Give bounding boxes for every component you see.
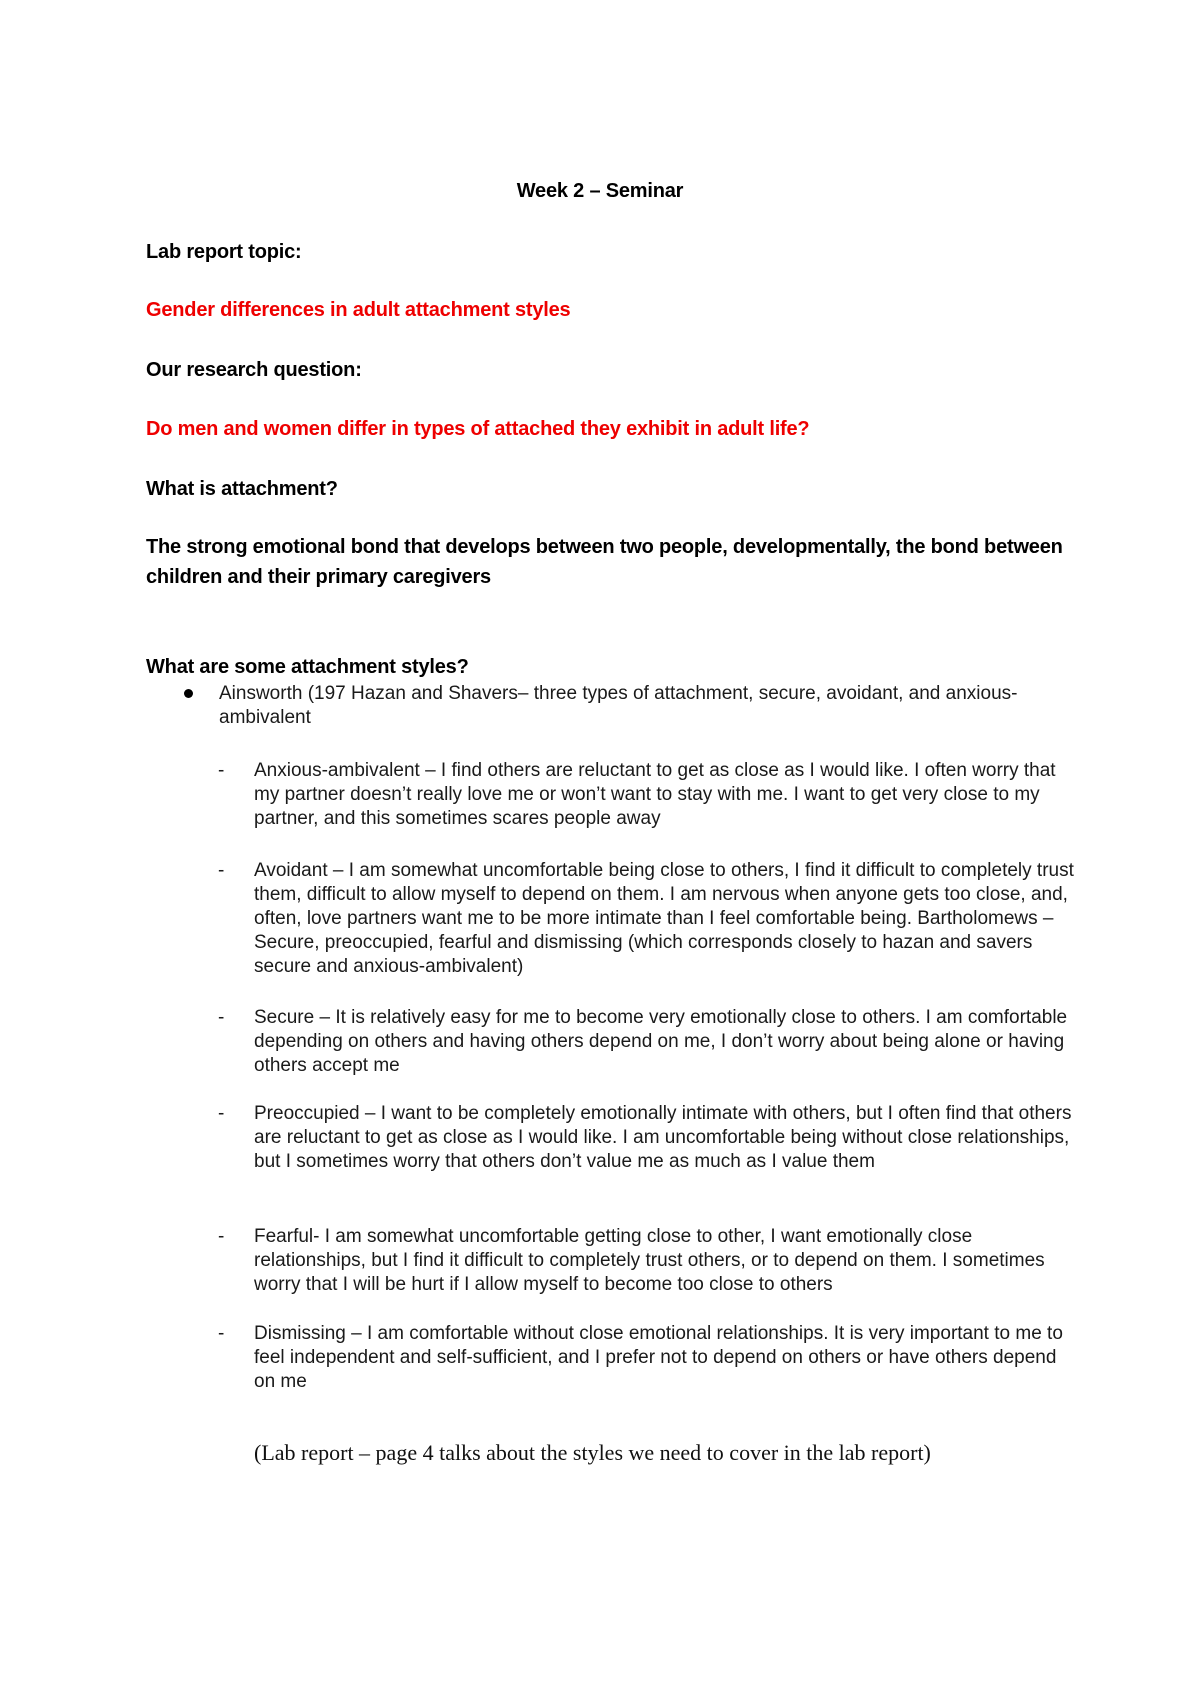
style-avoidant: Avoidant – I am somewhat uncomfortable being close to others, I find it difficult to completely trust them, difficult to allow myself to depend on them. I am nervous when anyone gets too close, and, often, love partners want me to be more intimate than I feel comfortable being. Bartholomews – Secure, preoccupied, fearful and dismissing (which corresponds closely to hazan and savers secure and anxious-ambivalent) [254,860,1074,977]
attachment-heading: What is attachment? [146,478,338,500]
dash-marker: - [218,1103,225,1124]
dash-marker: - [218,1007,225,1028]
bullet-dot-icon [184,689,193,698]
style-fearful: Fearful- I am somewhat uncomfortable getting close to other, I want emotionally close relationships, but I find it difficult to completely trust others, or to depend on them. I sometimes worry that I will be hurt if I allow myself to become too close to others [254,1226,1045,1295]
lab-topic-heading: Lab report topic: [146,241,302,263]
style-anxious-ambivalent: Anxious-ambivalent – I find others are reluctant to get as close as I would like. I often worry that my partner doesn’t really love me or won’t want to stay with me. I want to get very close to my partner, and this sometimes scares people away [254,760,1056,829]
ainsworth-bullet: Ainsworth (197 Hazan and Shavers– three types of attachment, secure, avoidant, and anxious-ambivalent [219,683,1018,728]
style-preoccupied: Preoccupied – I want to be completely emotionally intimate with others, but I often find that others are reluctant to get as close as I would like. I am uncomfortable being without close relationships, but I sometimes worry that others don’t value me as much as I value them [254,1103,1072,1172]
style-dismissing: Dismissing – I am comfortable without close emotional relationships. It is very important to me to feel independent and self-sufficient, and I prefer not to depend on others or have others depend on me [254,1323,1063,1392]
dash-marker: - [218,1226,225,1247]
styles-heading: What are some attachment styles? [146,656,469,678]
closing-note: (Lab report – page 4 talks about the styles we need to cover in the lab report) [254,1440,931,1465]
dash-marker: - [218,760,225,781]
dash-marker: - [218,1323,225,1344]
lab-topic: Gender differences in adult attachment styles [146,299,571,321]
style-secure: Secure – It is relatively easy for me to become very emotionally close to others. I am comfortable depending on others and having others depend on me, I don’t worry about being alone or having others accept me [254,1007,1068,1076]
attachment-definition: The strong emotional bond that develops between two people, developmentally, the bond between children and their primary caregivers [146,536,1063,588]
research-question-heading: Our research question: [146,359,362,381]
research-question: Do men and women differ in types of attached they exhibit in adult life? [146,418,810,440]
dash-marker: - [218,860,225,881]
page-title: Week 2 – Seminar [516,180,684,202]
